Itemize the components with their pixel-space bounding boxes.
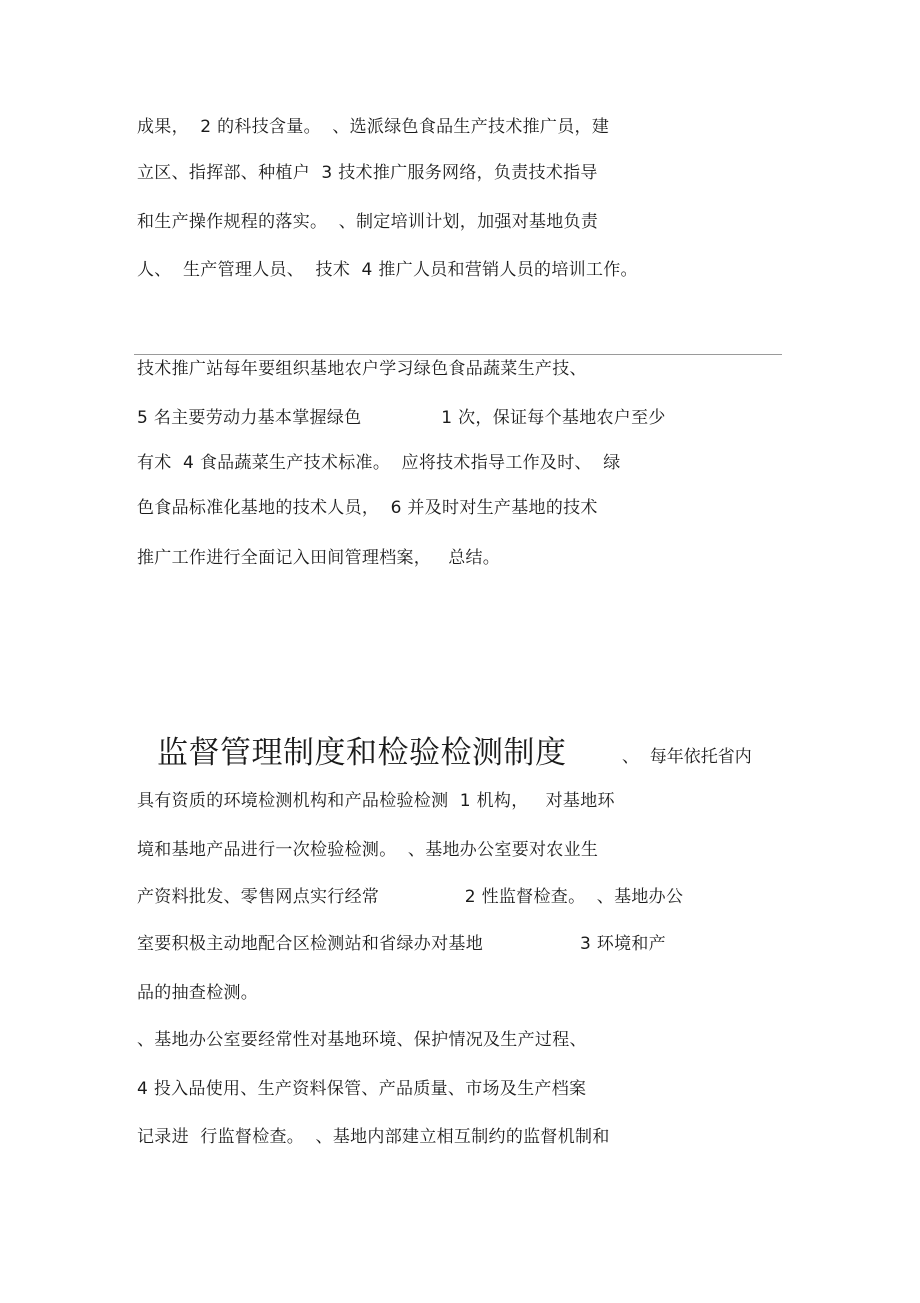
text-line: 有术 4 食品蔬菜生产技术标准。 应将技术指导工作及时、 绿 xyxy=(137,453,621,473)
text-line: 产资料批发、零售网点实行经常 2 性监督检查。 、基地办公 xyxy=(137,887,684,907)
text-line: 4 投入品使用、生产资料保管、产品质量、市场及生产档案 xyxy=(137,1079,587,1099)
text-line: 记录进 行监督检查。 、基地内部建立相互制约的监督机制和 xyxy=(137,1127,610,1147)
text-line: 成果， 2 的科技含量。 、选派绿色食品生产技术推广员，建 xyxy=(137,117,610,137)
text-line: 5 名主要劳动力基本掌握绿色 1 次，保证每个基地农户至少 xyxy=(137,408,666,428)
section-heading: 监督管理制度和检验检测制度 xyxy=(157,735,567,771)
text-line: 境和基地产品进行一次检验检测。 、基地办公室要对农业生 xyxy=(137,840,599,860)
text-line: 立区、指挥部、种植户 3 技术推广服务网络，负责技术指导 xyxy=(137,163,598,183)
text-line: 室要积极主动地配合区检测站和省绿办对基地 3 环境和产 xyxy=(137,934,666,954)
text-line: 人、 生产管理人员、 技术 4 推广人员和营销人员的培训工作。 xyxy=(137,260,638,280)
text-line: 技术推广站每年要组织基地农户学习绿色食品蔬菜生产技、 xyxy=(137,359,587,379)
text-line: 推广工作进行全面记入田间管理档案， 总结。 xyxy=(137,548,501,568)
text-line: 具有资质的环境检测机构和产品检验检测 1 机构， 对基地环 xyxy=(137,791,615,811)
heading-continuation-text: 、 每年依托省内 xyxy=(622,747,752,767)
text-line: 品的抽查检测。 xyxy=(137,983,259,1003)
text-line: 、基地办公室要经常性对基地环境、保护情况及生产过程、 xyxy=(137,1030,587,1050)
text-line: 和生产操作规程的落实。 、制定培训计划，加强对基地负责 xyxy=(137,212,599,232)
text-line: 色食品标准化基地的技术人员， 6 并及时对生产基地的技术 xyxy=(137,498,598,518)
horizontal-divider xyxy=(134,354,782,355)
